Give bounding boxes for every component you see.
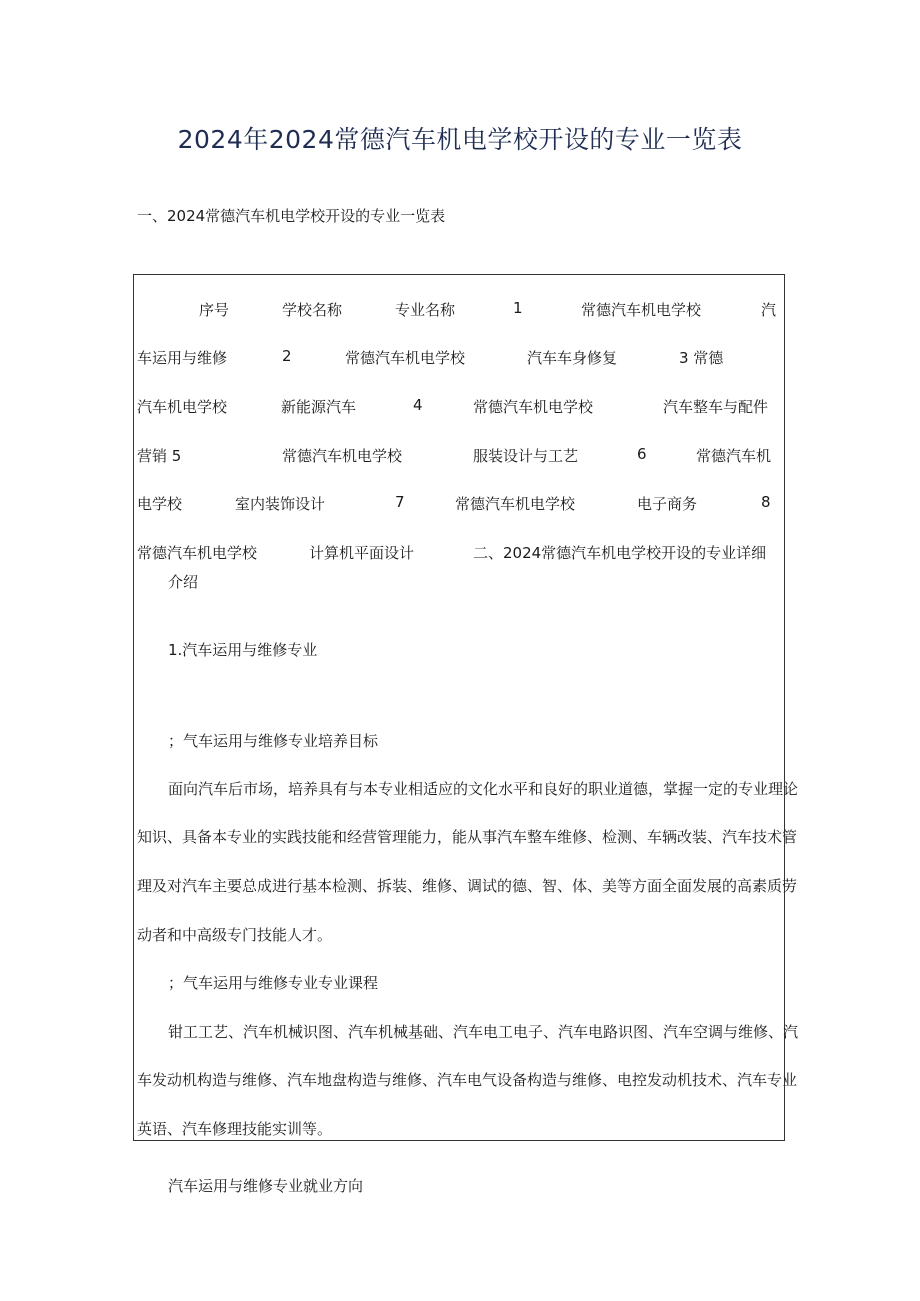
table-text: 6 (637, 445, 647, 463)
goal-paragraph-line: 知识、具备本专业的实践技能和经营管理能力，能从事汽车整车维修、检测、车辆改装、汽车技术管 (137, 828, 798, 846)
table-text: 常德汽车机电学校 (581, 301, 702, 319)
table-text: 常德汽车机电学校 (455, 495, 576, 513)
course-paragraph-line: 钳工工艺、汽车机械识图、汽车机械基础、汽车电工电子、汽车电路识图、汽车空调与维修、汽 (168, 1023, 799, 1041)
course-paragraph-line: 车发动机构造与维修、汽车地盘构造与维修、汽车电气设备构造与维修、电控发动机技术、汽车专业 (137, 1071, 798, 1089)
section-heading-2: 二、2024常德汽车机电学校开设的专业详细 (473, 544, 767, 562)
course-paragraph-line: 英语、汽车修理技能实训等。 (137, 1120, 333, 1138)
section-heading-2-cont: 介绍 (168, 573, 199, 591)
table-text: 1 (513, 299, 523, 317)
table-text: 专业名称 (395, 301, 456, 319)
major-title: 1.汽车运用与维修专业 (168, 641, 318, 659)
table-text: 序号 (199, 301, 230, 319)
goal-paragraph-line: 理及对汽车主要总成进行基本检测、拆装、维修、调试的德、智、体、美等方面全面发展的高素质劳 (137, 877, 798, 895)
table-text: 3 常德 (679, 349, 724, 367)
table-text: 常德汽车机 (696, 447, 772, 465)
table-text: 常德汽车机电学校 (282, 447, 403, 465)
table-text: 新能源汽车 (281, 398, 357, 416)
table-text: 8 (761, 493, 771, 511)
document-title: 2024年2024常德汽车机电学校开设的专业一览表 (177, 125, 743, 154)
course-heading: ；气车运用与维修专业专业课程 (168, 974, 379, 992)
career-heading: 汽车运用与维修专业就业方向 (168, 1177, 364, 1195)
table-text: 车运用与维修 (137, 349, 228, 367)
table-text: 常德汽车机电学校 (473, 398, 594, 416)
table-text: 电学校 (137, 495, 183, 513)
table-text: 计算机平面设计 (309, 544, 415, 562)
section-heading-1: 一、2024常德汽车机电学校开设的专业一览表 (137, 207, 446, 225)
table-text: 学校名称 (282, 301, 343, 319)
table-text: 4 (413, 396, 423, 414)
table-text: 常德汽车机电学校 (137, 544, 258, 562)
table-text: 汽车机电学校 (137, 398, 228, 416)
table-text: 汽车整车与配件 (663, 398, 769, 416)
goal-heading: ；气车运用与维修专业培养目标 (168, 732, 379, 750)
goal-paragraph-line: 动者和中高级专门技能人才。 (137, 926, 333, 944)
goal-paragraph-line: 面向汽车后市场，培养具有与本专业相适应的文化水平和良好的职业道德，掌握一定的专业理论 (168, 780, 799, 798)
table-text: 汽 (761, 301, 777, 319)
table-text: 汽车车身修复 (527, 349, 618, 367)
table-text: 电子商务 (637, 495, 698, 513)
table-text: 室内装饰设计 (235, 495, 326, 513)
table-text: 7 (395, 493, 405, 511)
table-text: 营销 5 (137, 447, 182, 465)
table-text: 服装设计与工艺 (473, 447, 579, 465)
table-text: 2 (282, 347, 292, 365)
table-text: 常德汽车机电学校 (345, 349, 466, 367)
